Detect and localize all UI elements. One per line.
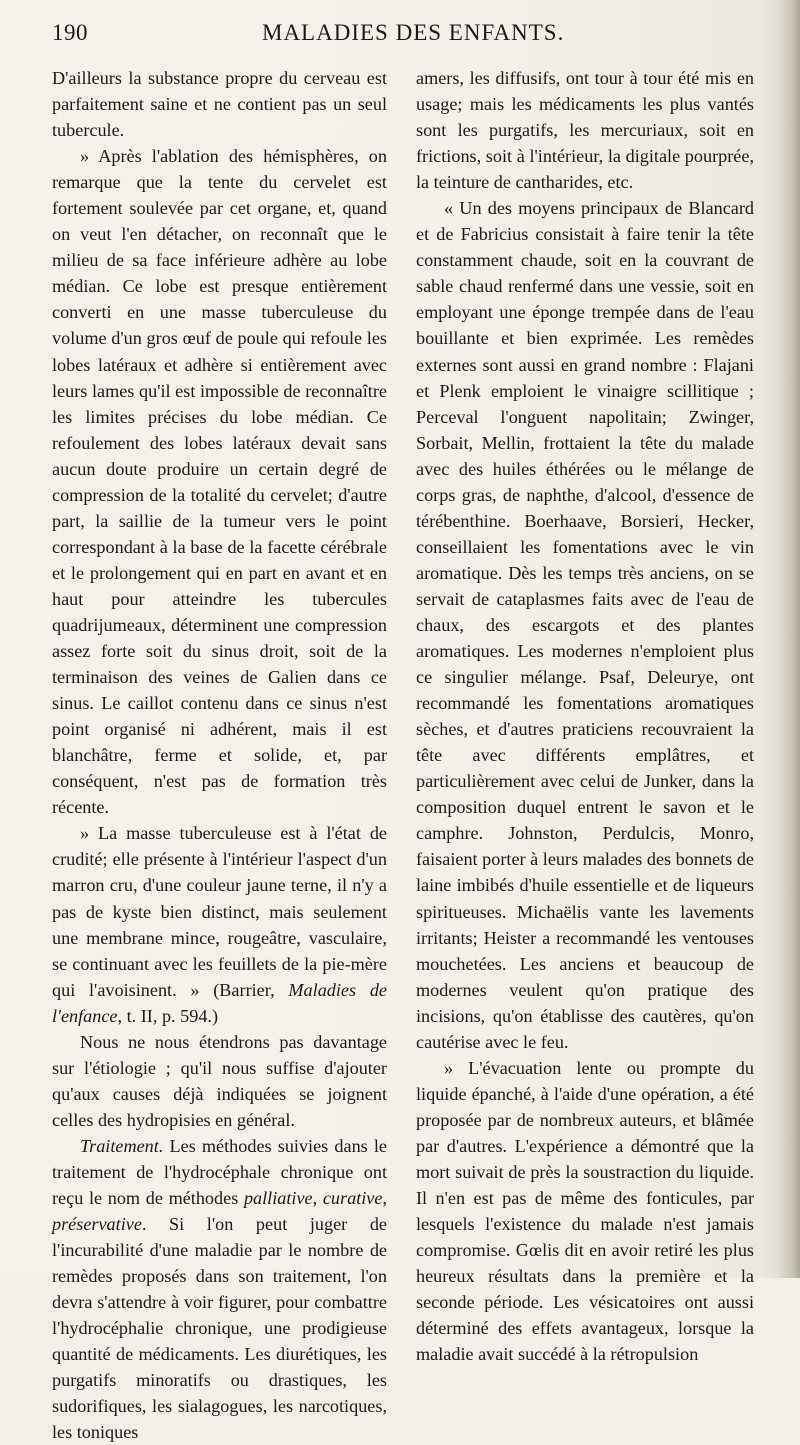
right-column: [416, 65, 754, 1367]
paragraph: [52, 1133, 387, 1445]
paragraph: » Après l'ablation des hémisphères, on remarque que la tente du cervelet est fortement soulevée par cet organe, et, quand on veut l'en détacher, on reconnaît que le milieu de sa face inférieure adhère au lobe médian. Ce lobe est presque entièrement converti en une masse tuberculeuse du volume d'un gros œuf de poule qui refoule les lobes latéraux et adhère si entièrement avec leurs lames qu'il est impossible de reconnaître les limites précises du lobe médian. Ce refoulement des lobes latéraux devait sans aucun doute produire un certain degré de compression de la totalité du cervelet; d'autre part, la saillie de la tumeur vers le point correspondant à la base de la facette cérébrale et le prolongement qui en part en avant et en haut pour atteindre les tubercules quadrijumeaux, déterminent une compression assez forte soit du sinus droit, soit de la terminaison des veines de Galien dans ce sinus. Le caillot contenu dans ce sinus n'est point organisé ni adhérent, mais il est blanchâtre, ferme et solide, et, par conséquent, n'est pas de formation très récente.: [52, 146, 387, 818]
paragraph: » L'évacuation lente ou prompte du liquide épanché, à l'aide d'une opération, a été proposée par de nombreux auteurs, et blâmée par d'autres. L'expérience a démontré que la mort suivait de près la soustraction du liquide. Il n'en est pas de même des fonticules, par lesquels l'existence du malade n'est jamais compromise. Gœlis dit en avoir retiré les plus heureux résultats dans la première et la seconde période. Les vésicatoires ont aussi déterminé des effets avantageux, lorsque la maladie avait succédé à la rétropulsion: [416, 1057, 754, 1365]
page-number: 190: [52, 20, 88, 45]
text-run: ,: [312, 1188, 323, 1209]
text-run: ,: [382, 1188, 387, 1209]
section-title-italic: Traitement.: [80, 1135, 164, 1156]
italic-term: curative: [322, 1188, 383, 1209]
paragraph: D'ailleurs la substance propre du cerveau est parfaitement saine et ne contient pas un seul tubercule.: [52, 68, 387, 141]
text-run: . Si l'on peut juger de l'incurabilité d'une maladie par le nombre de remèdes proposés dans son traitement, l'on devra s'attendre à voir figurer, pour combattre l'hydrocéphalie chronique, une prodigieuse quantité de médicaments. Les diurétiques, les purgatifs minoratifs ou drastiques, les sudorifiques, les sialagogues, les narcotiques, les toniques: [52, 1214, 387, 1443]
italic-term: préservative: [52, 1214, 142, 1235]
running-title: MALADIES DES ENFANTS.: [262, 20, 565, 45]
left-column: [52, 65, 387, 1445]
book-title-italic: Maladies de l'enfance: [52, 979, 388, 1026]
paragraph: amers, les diffusifs, ont tour à tour été mis en usage; mais les médicaments les plus vantés sont les purgatifs, les mercuriaux, soit en frictions, soit à l'intérieur, la digitale pourprée, la teinture de cantharides, etc.: [416, 68, 754, 193]
page-edge-shadow: [778, 0, 800, 1278]
text-run: , t. II, p. 594.): [117, 1005, 219, 1026]
page-header: [52, 20, 772, 52]
italic-term: palliative: [243, 1188, 313, 1209]
text-run: Les méthodes suivies dans le traitement de l'hydrocéphale chronique ont reçu le nom de méthodes: [52, 1135, 387, 1209]
paragraph: Nous ne nous étendrons pas davantage sur l'étiologie ; qu'il nous suffise d'ajouter qu'aux causes déjà indiquées se joignent celles des hydropisies en général.: [52, 1031, 387, 1130]
text-run: » La masse tuberculeuse est à l'état de crudité; elle présente à l'intérieur l'aspect d'un marron cru, d'une couleur jaune terne, il n'y a pas de kyste bien distinct, mais seulement une membrane mince, rougeâtre, vasculaire, se continuant avec les feuillets de la pie-mère qui l'avoisinent. » (Barrier,: [52, 823, 387, 1000]
paragraph: [52, 820, 387, 1028]
paragraph: « Un des moyens principaux de Blancard et de Fabricius consistait à faire tenir la tête constamment chaude, soit en la couvrant de sable chaud renfermé dans une vessie, soit en employant une éponge trempée dans de l'eau bouillante et bien exprimée. Les remèdes externes sont aussi en grand nombre : Flajani et Plenk emploient le vinaigre scillitique ; Perceval l'onguent napolitain; Zwinger, Sorbait, Mellin, frottaient la tête du malade avec des huiles éthérées ou le mélange de corps gras, de naphthe, d'alcool, d'essence de térébenthine. Boerhaave, Borsieri, Hecker, conseillaient les fomentations avec le vin aromatique. Dès les temps très anciens, on se servait de cataplasmes faits avec de l'eau de chaux, des escargots et des plantes aromatiques. Les modernes n'emploient plus ce singulier mélange. Psaf, Deleurye, ont recommandé les fomentations aromatiques sèches, et d'autres praticiens recouvraient la tête avec différents emplâtres, et particulièrement avec celui de Junker, dans la composition duquel entrent le savon et le camphre. Johnston, Perdulcis, Monro, faisaient porter à leurs malades des bonnets de laine imbibés d'huile essentielle et de liqueurs spiritueuses. Michaëlis vante les lavements irritants; Heister a recommandé les ventouses mouchetées. Les anciens et beaucoup de modernes veulent qu'on pratique des incisions, qu'on établisse des cautères, qu'on cautérise avec le feu.: [416, 198, 754, 1052]
